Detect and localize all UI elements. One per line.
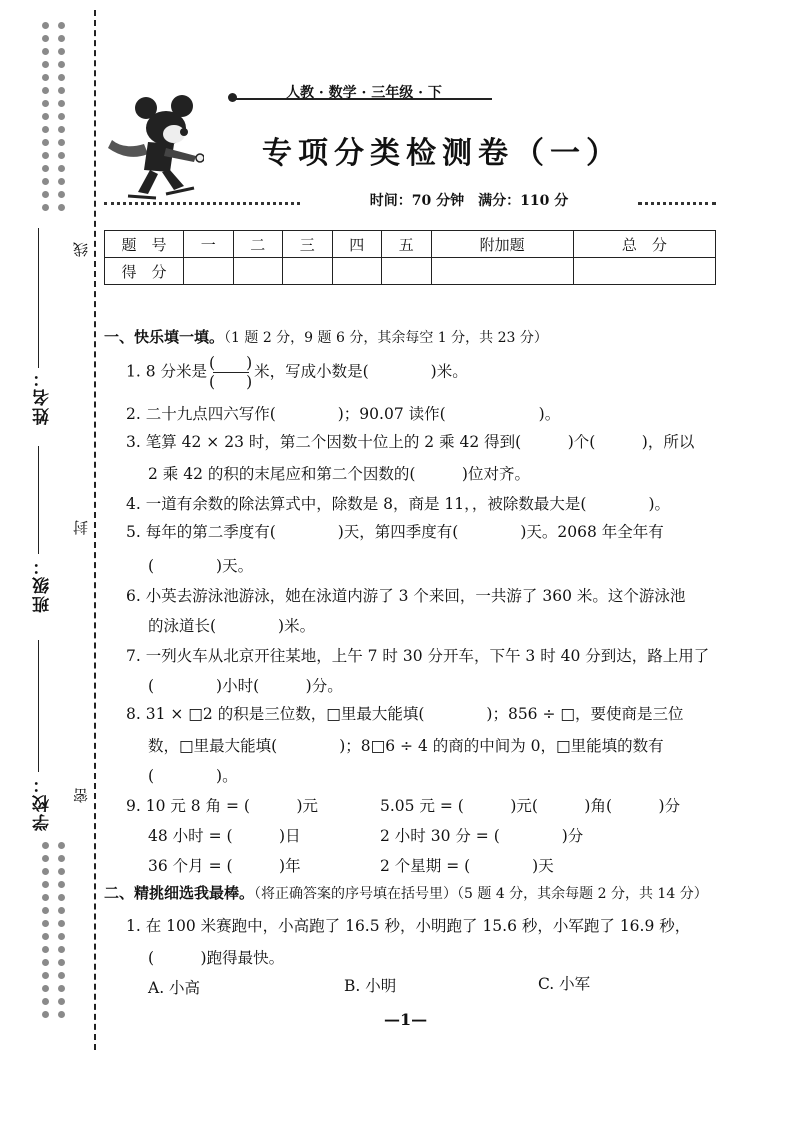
question-9-r3-left: 36 个月 = ( )年: [148, 857, 301, 875]
score-cell[interactable]: [431, 258, 573, 285]
s2-question-1-line1: 1. 在 100 米赛跑中，小高跑了 16.5 秒，小明跑了 15.6 秒，小军跑了 16.9 秒，: [126, 917, 691, 935]
seal-char-line: 线: [72, 242, 90, 257]
section2-heading: [104, 882, 708, 903]
class-line: [38, 446, 39, 554]
section2-title: 二、精挑细选我最棒。: [104, 884, 255, 902]
binding-dashed-line: [94, 10, 96, 1050]
question-9-r1-left: 9. 10 元 8 角 = ( )元: [126, 797, 319, 815]
school-label: 学校：: [33, 774, 53, 831]
score-header-cell: 题 号: [105, 231, 184, 258]
score-header-cell: 总 分: [573, 231, 715, 258]
timeline-dots-right: [638, 202, 716, 205]
score-header-cell: 附加题: [431, 231, 573, 258]
binding-dots-top-2: [58, 22, 66, 217]
question-8-line1: 8. 31 × □2 的积是三位数，□里最大能填( )；856 ÷ □，要使商是三位: [126, 705, 684, 723]
timeline-dots-left: [104, 202, 300, 205]
score-header-cell: 五: [382, 231, 432, 258]
score-cell[interactable]: [332, 258, 382, 285]
binding-dots-top: [42, 22, 50, 217]
school-line: [38, 640, 39, 772]
section1-note: （1 题 2 分，9 题 6 分，其余每空 1 分，共 23 分）: [224, 330, 548, 346]
question-7-line2: ( )小时( )分。: [148, 677, 343, 695]
question-3-line2: 2 乘 42 的积的末尾应和第二个因数的( )位对齐。: [148, 465, 530, 483]
question-3-line1: 3. 笔算 42 × 23 时，第二个因数十位上的 2 乘 42 得到( )个( )，所以: [126, 433, 695, 451]
seal-char-secret: 密: [72, 788, 90, 803]
mascot-skater-image: [104, 92, 204, 202]
option-a[interactable]: A. 小高: [148, 979, 201, 997]
score-cell[interactable]: [573, 258, 715, 285]
question-2: 2. 二十九点四六写作( )；90.07 读作( )。: [126, 405, 561, 423]
question-9-r2-right: 2 小时 30 分 = ( )分: [380, 827, 584, 845]
question-7-line1: 7. 一列火车从北京开往某地，上午 7 时 30 分开车，下午 3 时 40 分到达，路上用了: [126, 647, 710, 665]
q1-text-a: 1. 8 分米是: [126, 362, 208, 381]
q1-denominator[interactable]: ( ): [209, 373, 253, 391]
score-header-cell: 二: [233, 231, 283, 258]
score-table: [104, 230, 716, 285]
binding-dots-bottom: [42, 842, 50, 1024]
score-cell[interactable]: [382, 258, 432, 285]
question-9-r2-left: 48 小时 = ( )日: [148, 827, 301, 845]
name-line: [38, 228, 39, 368]
class-label: 班级：: [33, 556, 53, 613]
page-number: —1—: [384, 1010, 428, 1029]
option-c[interactable]: C. 小军: [538, 975, 591, 993]
section2-note: （将正确答案的序号填在括号里）（5 题 4 分，其余每题 2 分，共 14 分）: [254, 886, 708, 902]
score-header-cell: 四: [332, 231, 382, 258]
question-8-line2: 数，□里最大能填( )；8□6 ÷ 4 的商的中间为 0，□里能填的数有: [148, 737, 664, 755]
score-cell[interactable]: [283, 258, 333, 285]
section1-heading: [104, 326, 548, 347]
name-label: 姓名：: [33, 368, 53, 425]
score-row-label: 得 分: [105, 258, 184, 285]
binding-dots-bottom-2: [58, 842, 66, 1024]
score-header-row: [105, 231, 716, 258]
seal-char-seal: 封: [72, 520, 90, 535]
question-9-r3-right: 2 个星期 = ( )天: [380, 857, 554, 875]
q1-fraction: [209, 356, 252, 389]
score-cell[interactable]: [233, 258, 283, 285]
question-8-line3: ( )。: [148, 767, 238, 785]
question-6-line1: 6. 小英去游泳池游泳，她在泳道内游了 3 个来回，一共游了 360 米。这个游泳池: [126, 587, 686, 605]
question-4: 4. 一道有余数的除法算式中，除数是 8，商是 11，，被除数最大是( )。: [126, 495, 671, 513]
score-input-row: [105, 258, 716, 285]
s2-question-1-line2: ( )跑得最快。: [148, 949, 285, 967]
page-title: 专项分类检测卷（一）: [262, 136, 622, 171]
score-header-cell: 一: [184, 231, 234, 258]
q1-numerator[interactable]: ( ): [209, 354, 253, 372]
section1-title: 一、快乐填一填。: [104, 328, 225, 346]
time-info: 时间：70 分钟 满分：110 分: [369, 193, 569, 209]
q1-text-b: 米，写成小数是( )米。: [254, 362, 468, 381]
time-info-bar: [104, 192, 716, 208]
score-cell[interactable]: [184, 258, 234, 285]
question-5-line1: 5. 每年的第二季度有( )天，第四季度有( )天。2068 年全年有: [126, 523, 664, 541]
series-label: 人教 · 数学 · 三年级 · 下: [236, 82, 492, 100]
question-6-line2: 的泳道长( )米。: [148, 617, 316, 635]
option-b[interactable]: B. 小明: [344, 977, 397, 995]
score-header-cell: 三: [283, 231, 333, 258]
question-1: [126, 356, 468, 389]
question-5-line2: ( )天。: [148, 557, 254, 575]
question-9-r1-right: 5.05 元 = ( )元( )角( )分: [380, 797, 681, 815]
